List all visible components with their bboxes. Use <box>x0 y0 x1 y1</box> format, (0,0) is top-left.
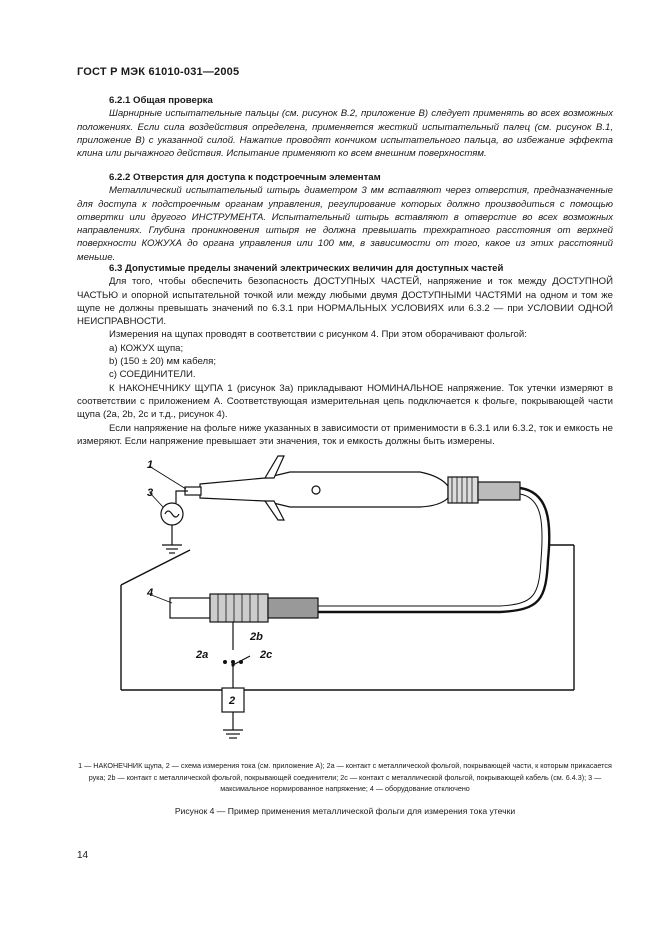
label-3: 3 <box>147 487 154 499</box>
document-header: ГОСТ Р МЭК 61010-031—2005 <box>77 66 240 78</box>
label-2b: 2b <box>250 631 263 643</box>
section-6-2-1-heading: 6.2.1 Общая проверка <box>109 95 213 106</box>
figure-caption: 1 — НАКОНЕЧНИК щупа, 2 — схема измерения тока (см. приложение А); 2а — контакт с металлической фольгой, покрывающей части, к которым прикасается рука; 2b — контакт с металлической фольгой, покрывающей соединители; 2с — контакт с металлической фольгой, покрывающей кабель (см. 6.4.3); 3 — максимальное нормированное напряжение; 4 — оборудование отключено <box>78 761 612 793</box>
label-2: 2 <box>229 695 236 707</box>
list-item: а) КОЖУХ щупа; <box>109 342 184 354</box>
section-6-3-para-4: Если напряжение на фольге ниже указанных в зависимости от применимости в 6.3.1 или 6.3.2, ток и емкость не измеряют. Если напряжение превышает эти значения, ток и емкость должны быть измерены. <box>77 422 613 447</box>
list-item: с) СОЕДИНИТЕЛИ. <box>109 369 196 381</box>
list-item: b) (150 ± 20) мм кабеля; <box>109 356 216 368</box>
label-4: 4 <box>147 587 154 599</box>
section-6-3-heading: 6.3 Допустимые пределы значений электрических величин для доступных частей <box>109 263 504 274</box>
section-6-2-2-heading: 6.2.2 Отверстия для доступа к подстроечным элементам <box>109 172 381 183</box>
label-1: 1 <box>147 459 154 471</box>
section-6-3-para-3: К НАКОНЕЧНИКУ ЩУПА 1 (рисунок 3а) прикладывают НОМИНАЛЬНОЕ напряжение. Ток утечки измеряют в соответствии с приложением А. Соответствующая измерительная цепь подключается к фольге, покрывающей части щупа (2а, 2b, 2с и т.д., рисунок 4). <box>77 382 613 421</box>
label-2c: 2c <box>260 649 273 661</box>
page-number: 14 <box>77 850 89 861</box>
figure-title: Рисунок 4 — Пример применения металлической фольги для измерения тока утечки <box>174 806 516 816</box>
section-6-2-2-body: Металлический испытательный штырь диаметром 3 мм вставляют через отверстия, предназначенные для доступа к подстроечным органам управления, регулирование которых должно производиться с помощью отвертки или другого ИНСТРУМЕНТА. Испытательный штырь вставляют в отверстие во всех возможных направлениях. Глубина проникновения штыря не должна превышать трехкратного расстояния от верхней поверхности КОЖУХА до органа управления или 100 мм, в зависимости от того, какое из этих расстояний меньше. <box>77 185 613 263</box>
section-6-3-para-1: Для того, чтобы обеспечить безопасность ДОСТУПНЫХ ЧАСТЕЙ, напряжение и ток между ДОСТУПНОЙ ЧАСТЬЮ и опорной испытательной точкой или между любыми двумя ДОСТУПНЫМИ ЧАСТЯМИ на одном и том же щупе не должны превышать значений по 6.3.1 при НОРМАЛЬНЫХ УСЛОВИЯХ или 6.3.2 — при УСЛОВИИ ОДНОЙ НЕИСПРАВНОСТИ. <box>77 276 613 328</box>
section-6-2-1-body: Шарнирные испытательные пальцы (см. рисунок В.2, приложение В) следует применять во всех возможных положениях. Если сила воздействия определена, применяется жесткий испытательный палец (см. рисунок В.1, приложение В) с указанной силой. Нажатие проводят кончиком испытательного пальца, во избежание эффекта клина или рычажного действия. Испытание применяют ко всем внешним поверхностям. <box>77 108 613 160</box>
label-2a: 2a <box>196 649 209 661</box>
section-6-3-para-2: Измерения на щупах проводят в соответствии с рисунком 4. При этом оборачивают фольгой: <box>109 329 527 341</box>
